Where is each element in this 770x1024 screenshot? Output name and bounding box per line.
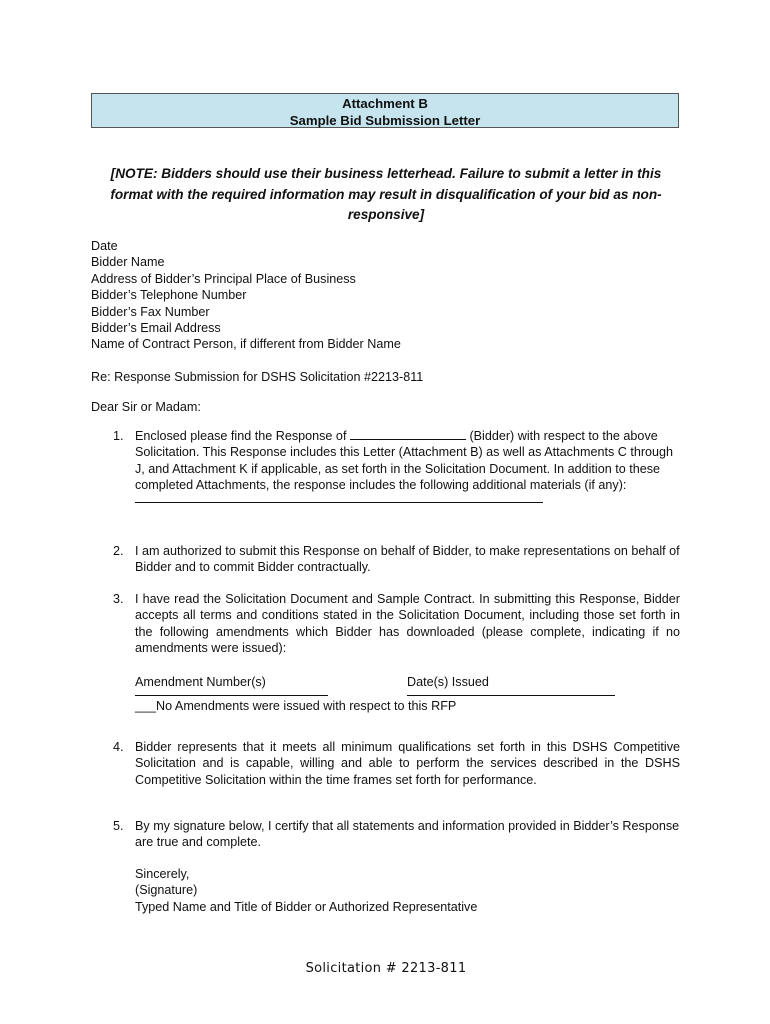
attachment-title-box: [91, 93, 679, 128]
date-issued-label: Date(s) Issued: [407, 675, 489, 689]
typed-name-title: Typed Name and Title of Bidder or Authorized Representative: [135, 899, 478, 914]
date-issued-blank: [407, 694, 615, 696]
closing: Sincerely,: [135, 867, 190, 881]
salutation: Dear Sir or Madam:: [91, 400, 201, 414]
list-item-text: [135, 428, 680, 503]
address-line-contact: Name of Contract Person, if different from Bidder Name: [91, 337, 401, 352]
list-item-text: I am authorized to submit this Response on behalf of Bidder, to make representations on behalf of Bidder and to commit Bidder contractually.: [135, 544, 680, 575]
list-item-number: 4.: [113, 740, 124, 754]
item-1-text-after: (Bidder) with respect to the above Solicitation. This Response includes this Letter (Attachment B) as well as Attachments C through J, and Attachment K if applicable, as set forth in the Solicitation Document. In addition to these completed Attachments, the response includes the following additional materials (if any):: [135, 429, 674, 493]
list-item-number: 5.: [113, 819, 124, 833]
attachment-title: Attachment B: [342, 96, 428, 111]
amendment-number-label: Amendment Number(s): [135, 675, 266, 689]
re-line: Re: Response Submission for DSHS Solicitation #2213-811: [91, 370, 424, 384]
bidder-name-blank: [350, 428, 466, 440]
document-page: [91, 0, 681, 1024]
signature-line: (Signature): [135, 883, 198, 898]
additional-materials-blank: [135, 501, 543, 503]
address-line-bidder-name: Bidder Name: [91, 255, 165, 270]
address-block: [91, 238, 681, 353]
address-line-email: Bidder’s Email Address: [91, 320, 221, 335]
address-line-fax: Bidder’s Fax Number: [91, 304, 210, 319]
list-item-number: 2.: [113, 544, 124, 558]
letterhead-note: [NOTE: Bidders should use their business letterhead. Failure to submit a letter in this format with the required information may result in disqualification of your bid as non-responsive]: [110, 166, 662, 222]
address-line-address: Address of Bidder’s Principal Place of Business: [91, 271, 356, 286]
no-amendments-line: ___No Amendments were issued with respect to this RFP: [135, 699, 457, 713]
attachment-subtitle: Sample Bid Submission Letter: [289, 113, 481, 128]
list-item-text: I have read the Solicitation Document and Sample Contract. In submitting this Response, Bidder accepts all terms and conditions stated in the Solicitation Document, including those set forth in the following amendments which Bidder has downloaded (please complete, indicating if no amendments were issued):: [135, 592, 680, 656]
list-item-text: By my signature below, I certify that all statements and information provided in Bidder’s Response are true and complete.: [135, 819, 680, 850]
page-footer: Solicitation # 2213-811: [305, 961, 467, 976]
address-line-telephone: Bidder’s Telephone Number: [91, 288, 247, 303]
amendment-number-blank: [135, 694, 328, 696]
item-1-text-before: Enclosed please find the Response of: [135, 429, 347, 443]
address-line-date: Date: [91, 239, 118, 253]
list-item-text: Bidder represents that it meets all minimum qualifications set forth in this DSHS Competitive Solicitation and is capable, willing and able to perform the services described in the DSHS Competitive Solicitation within the time frames set forth for performance.: [135, 740, 680, 787]
list-item-number: 1.: [113, 429, 124, 443]
list-item-number: 3.: [113, 592, 124, 606]
